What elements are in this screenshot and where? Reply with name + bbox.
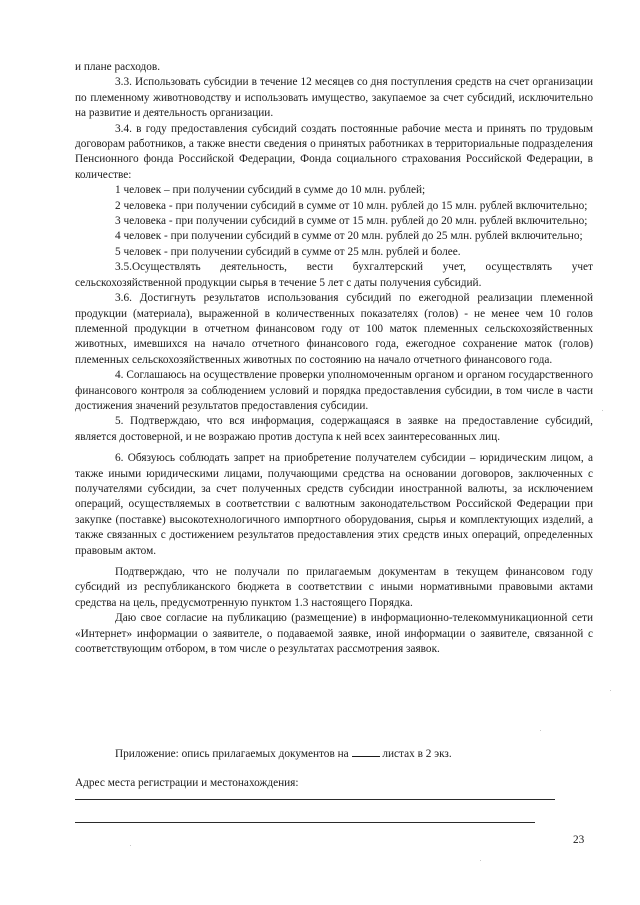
paragraph-3-6: 3.6. Достигнуть результатов использования субсидий по ежегодной реализации племенной продукции (материала), выраженной в количественных показателях (голов) - не менее чем 10 голов племенной продукции в отчетном финансовом году от 100 маток племенных сельскохозяйственных животных, имевшихся на начало отчетного финансового года, ежегодное сохранение маток (голов) племенных сельскохозяйственных животных по состоянию на начало отчетного финансового года. (75, 292, 593, 366)
paragraph-6: 6. Обязуюсь соблюдать запрет на приобретение получателем субсидии – юридическим лицом, а также иными юридическими лицами, получающими средства на основании договоров, заключенных с получателями субсидии, за счет полученных средств субсидии иностранной валюты, за исключением операций, осуществляемых в соответствии с валютным законодательством Российской Федерации при закупке (поставке) высокотехнологичного импортного оборудования, сырья и комплектующих изделий, а также связанных с достижением результатов предоставления этих средств иных операций, определенных правовым актом. (75, 452, 593, 557)
paragraph-continuation: и плане расходов. (75, 61, 161, 73)
sheet-count-blank[interactable] (352, 745, 380, 757)
list-item-2-persons: 2 человека - при получении субсидий в сумме от 10 млн. рублей до 15 млн. рублей включительно; (115, 199, 588, 212)
address-line-1[interactable] (75, 799, 555, 800)
scan-speckle (602, 410, 603, 411)
list-item-3-persons: 3 человека - при получении субсидий в сумме от 15 млн. рублей до 20 млн. рублей включительно; (115, 215, 588, 228)
paragraph-3-3: 3.3. Использовать субсидии в течение 12 месяцев со дня поступления средств на счет организации по племенному животноводству и использовать имущество, закупаемое за счет субсидий, исключительно на развитие и деятельность организации. (75, 76, 593, 120)
address-label: Адрес места регистрации и местонахождения: (75, 777, 299, 789)
attachment-line (115, 745, 452, 762)
attachment-suffix: листах в 2 экз. (382, 748, 452, 760)
list-item-1-person: 1 человек – при получении субсидий в сумме до 10 млн. рублей; (115, 184, 426, 197)
list-item-5-persons: 5 человек - при получении субсидий в сумме от 25 млн. рублей и более. (115, 245, 461, 258)
paragraph-4: 4. Соглашаюсь на осуществление проверки уполномоченным органом и органом государственного финансового контроля за соблюдением условий и порядка предоставления субсидии, в том числе в части достижения значений результатов предоставления субсидии. (75, 369, 593, 412)
list-item-4-persons: 4 человек - при получении субсидий в сумме от 20 млн. рублей до 25 млн. рублей включительно; (115, 230, 583, 243)
scan-speckle (130, 845, 131, 846)
paragraph-consent: Даю свое согласие на публикацию (размещение) в информационно-телекоммуникационной сети «Интернет» информации о заявителе, о подаваемой заявке, иной информации о заявителе, связанной с соответствующим отбором, в том числе о результатах рассмотрения заявок. (75, 612, 593, 656)
document-body (75, 60, 593, 657)
paragraph-3-5: 3.5.Осуществлять деятельность, вести бухгалтерский учет, осуществлять учет сельскохозяйственной продукции сырья в течение 5 лет с даты получения субсидий. (75, 261, 593, 289)
paragraph-confirmation: Подтверждаю, что не получали по прилагаемым документам в текущем финансовом году субсидий из республиканского бюджета в соответствии с иными нормативными правовыми актами средства на цель, предусмотренную пунктом 1.3 настоящего Порядка. (75, 566, 593, 609)
address-line-2[interactable] (75, 822, 535, 823)
attachment-prefix: Приложение: опись прилагаемых документов на (115, 748, 349, 760)
paragraph-3-4: 3.4. в году предоставления субсидий создать постоянные рабочие места и принять по трудовым договорам работников, а также внести сведения о принятых работниках в территориальные подразделения Пенсионного фонда Российской Федерации, Фонда социального страхования Российской Федерации, в количестве: (75, 122, 593, 181)
scan-speckle (540, 730, 541, 731)
scan-speckle (590, 120, 591, 121)
scan-speckle (480, 860, 481, 861)
page-number: 23 (573, 834, 585, 846)
scan-speckle (610, 690, 611, 691)
paragraph-5: 5. Подтверждаю, что вся информация, содержащаяся в заявке на предоставление субсидий, является достоверной, и не возражаю против доступа к ней всех заинтересованных лиц. (75, 415, 593, 443)
